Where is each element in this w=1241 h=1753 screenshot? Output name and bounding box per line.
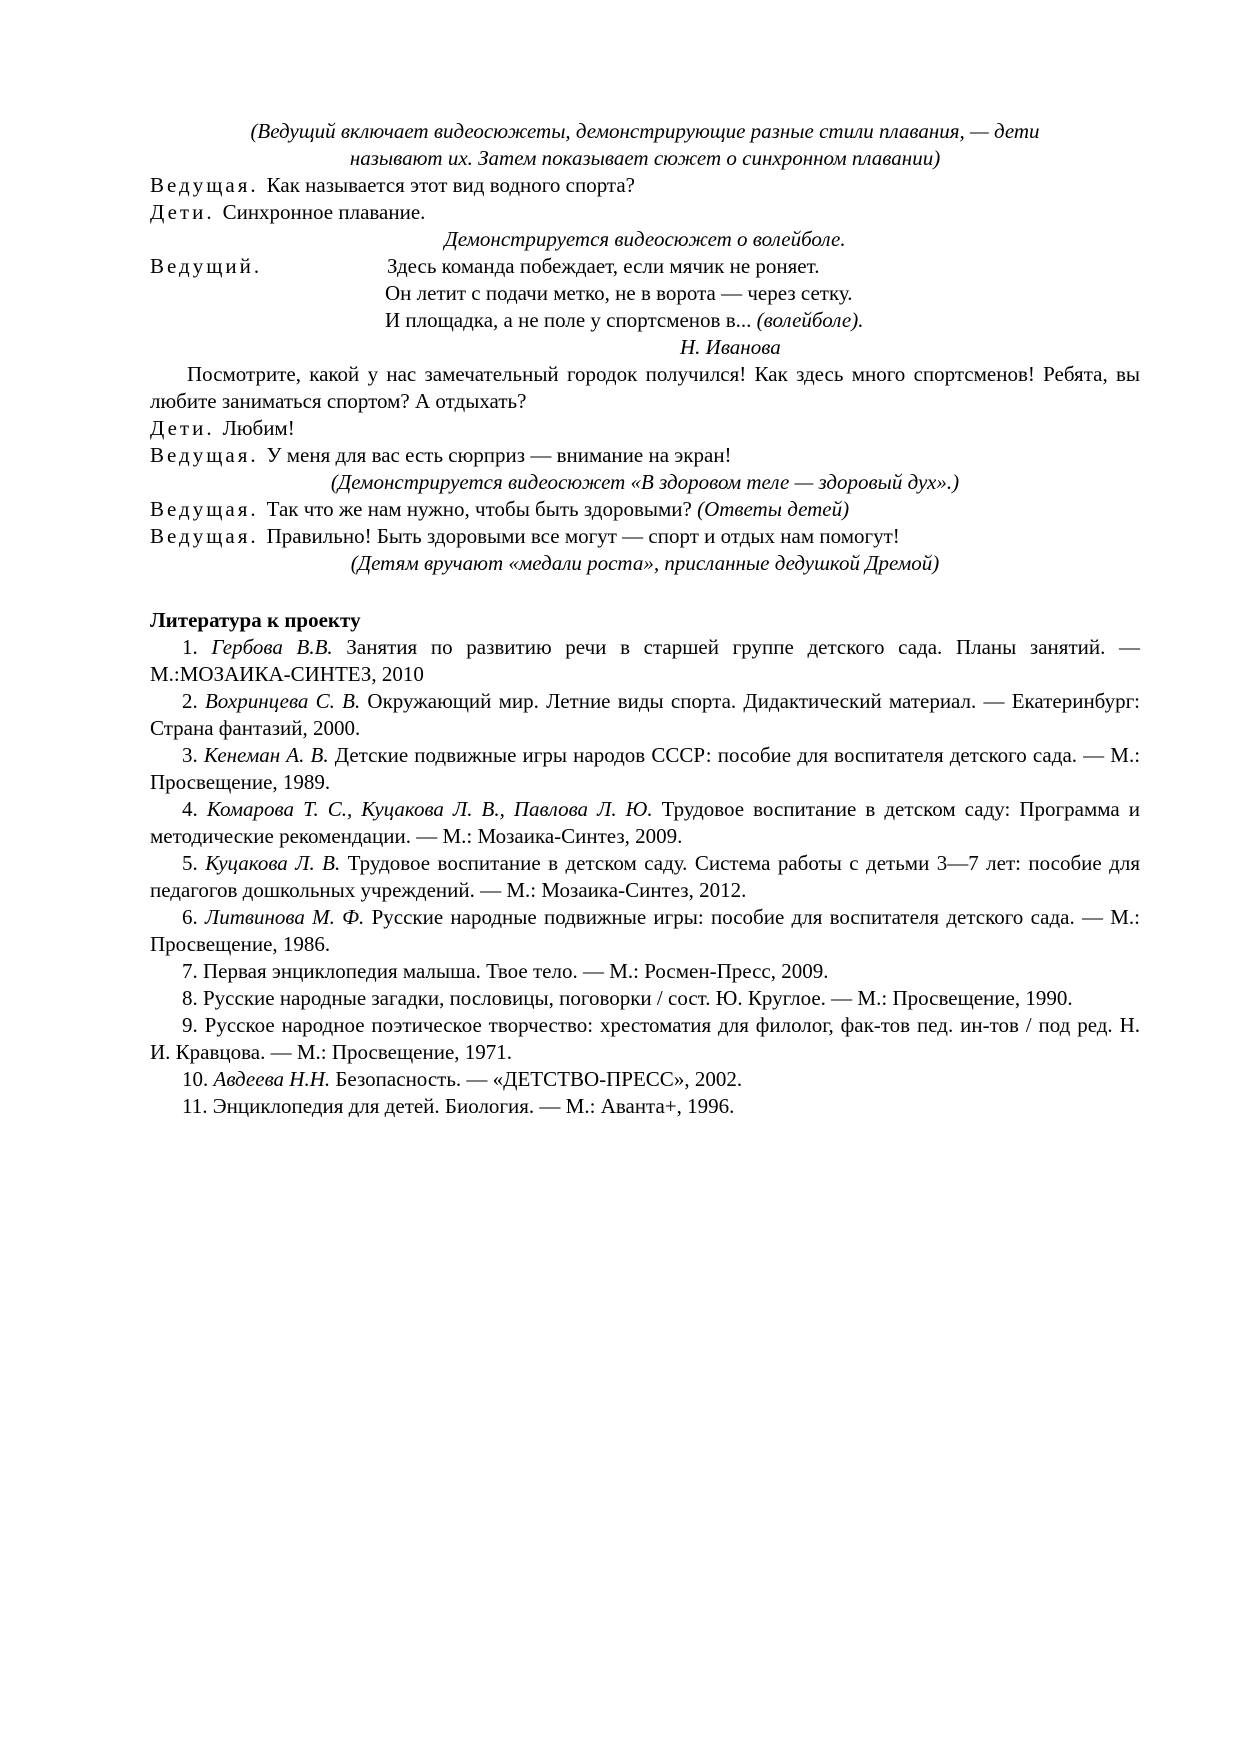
speaker: Ведущая. xyxy=(150,443,259,467)
dialogue-line xyxy=(150,496,1140,523)
dialogue-text: Так что же нам нужно, чтобы быть здоровыми? xyxy=(266,497,692,521)
poem xyxy=(150,253,1140,361)
dialogue-line xyxy=(150,415,1140,442)
bibliography-item: 11. Энциклопедия для детей. Биология. — М.: Аванта+, 1996. xyxy=(182,1094,735,1118)
bibliography-item: 4. Комарова Т. С., Куцакова Л. В., Павлова Л. Ю. Трудовое воспитание в детском саду: Программа и методические рекомендации. — М.: Мозаика-Синтез, 2009. xyxy=(150,797,1141,848)
stage-direction: Демонстрируется видеосюжет о волейболе. xyxy=(444,227,846,251)
bibliography-item: 9. Русское народное поэтическое творчество: хрестоматия для филолог, фак-тов пед. ин-тов / под ред. Н. И. Кравцова. — М.: Просвещение, 1971. xyxy=(150,1013,1140,1064)
bib-text: Первая энциклопедия малыша. Твое тело. — М.: Росмен-Пресс, 2009. xyxy=(203,959,829,983)
paragraph: Посмотрите, какой у нас замечательный городок получился! Как здесь много спортсменов! Ребята, вы любите заниматься спортом? А отдыхать? xyxy=(150,362,1140,413)
bib-author: Вохринцева С. В. xyxy=(204,689,361,713)
stage-direction: (Детям вручают «медали роста», присланные дедушкой Дремой) xyxy=(350,551,940,575)
bib-text: Трудовое воспитание в детском саду: Программа и методические рекомендации. — М.: Мозаика-Синтез, 2009. xyxy=(150,797,1141,848)
speaker: Ведущая. xyxy=(150,173,259,197)
bib-text: Русские народные подвижные игры: пособие для воспитателя детского сада. — М.: Просвещение, 1986. xyxy=(150,905,1140,956)
stage-direction: называют их. Затем показывает сюжет о синхронном плавании) xyxy=(349,146,941,170)
dialogue-text: Синхронное плавание. xyxy=(222,200,426,224)
bib-author: Комарова Т. С., Куцакова Л. В., Павлова Л. Ю. xyxy=(206,797,653,821)
dialogue-line xyxy=(150,199,1140,226)
bib-author: Куцакова Л. В. xyxy=(205,851,341,875)
bib-text: Русское народное поэтическое творчество: хрестоматия для филолог, фак-тов пед. ин-тов / под ред. Н. И. Кравцова. — М.: Просвещение, 1971. xyxy=(150,1013,1140,1064)
speaker: Ведущая. xyxy=(150,524,259,548)
speaker: Ведущая. xyxy=(150,497,259,521)
section-heading: Литература к проекту xyxy=(150,608,361,632)
bib-author: Гербова В.В. xyxy=(211,635,333,659)
stage-direction: (Ведущий включает видеосюжеты, демонстрирующие разные стили плавания, — дети xyxy=(250,119,1040,143)
bibliography-item: 2. Вохринцева С. В. Окружающий мир. Летние виды спорта. Дидактический материал. — Екатеринбург: Страна фантазий, 2000. xyxy=(150,689,1141,740)
poem-author: Н. Иванова xyxy=(680,335,781,359)
stage-direction: (Демонстрируется видеосюжет «В здоровом теле — здоровый дух».) xyxy=(330,470,960,494)
poem-line: И площадка, а не поле у спортсменов в... (волейболе). xyxy=(385,308,864,332)
bibliography-item: 5. Куцакова Л. В. Трудовое воспитание в детском саду. Система работы с детьми 3—7 лет: пособие для педагогов дошкольных учреждений. — М.: Мозаика-Синтез, 2012. xyxy=(150,851,1140,902)
bib-text: Детские подвижные игры народов СССР: пособие для воспитателя детского сада. — М.: Просвещение, 1989. xyxy=(150,743,1141,794)
bib-text: Безопасность. — «ДЕТСТВО-ПРЕСС», 2002. xyxy=(335,1067,743,1091)
bibliography-item: 1. Гербова В.В. Занятия по развитию речи в старшей группе детского сада. Планы занятий. — М.:МОЗАИКА-СИНТЕЗ, 2010 xyxy=(150,635,1141,686)
bibliography-item: 7. Первая энциклопедия малыша. Твое тело. — М.: Росмен-Пресс, 2009. xyxy=(182,959,829,983)
dialogue-text: У меня для вас есть сюрприз — внимание на экран! xyxy=(266,443,732,467)
poem-line: Здесь команда побеждает, если мячик не роняет. xyxy=(387,254,820,278)
bib-author: Литвинова М. Ф. xyxy=(205,905,365,929)
speaker: Ведущий. xyxy=(150,254,263,278)
bibliography-item: 3. Кенеман А. В. Детские подвижные игры народов СССР: пособие для воспитателя детского сада. — М.: Просвещение, 1989. xyxy=(150,743,1141,794)
speaker: Дети. xyxy=(150,200,215,224)
dialogue-line xyxy=(150,442,1140,469)
bib-text: Трудовое воспитание в детском саду. Система работы с детьми 3—7 лет: пособие для педагогов дошкольных учреждений. — М.: Мозаика-Синтез, 2012. xyxy=(150,851,1140,902)
bibliography-list xyxy=(150,634,1140,1120)
bibliography-item: 10. Авдеева Н.Н. Безопасность. — «ДЕТСТВО-ПРЕСС», 2002. xyxy=(182,1067,743,1091)
bib-text: Окружающий мир. Летние виды спорта. Дидактический материал. — Екатеринбург: Страна фантазий, 2000. xyxy=(150,689,1141,740)
dialogue-line xyxy=(150,523,1140,550)
bib-text: Русские народные загадки, пословицы, поговорки / сост. Ю. Круглое. — М.: Просвещение, 1990. xyxy=(203,986,1073,1010)
stage-note: (Ответы детей) xyxy=(697,497,850,521)
speaker: Дети. xyxy=(150,416,215,440)
dialogue-line xyxy=(150,172,1140,199)
dialogue-text: Правильно! Быть здоровыми все могут — спорт и отдых нам помогут! xyxy=(266,524,900,548)
dialogue-text: Любим! xyxy=(222,416,295,440)
bib-text: Занятия по развитию речи в старшей группе детского сада. Планы занятий. — М.:МОЗАИКА-СИНТЕЗ, 2010 xyxy=(150,635,1141,686)
bibliography-item: 8. Русские народные загадки, пословицы, поговорки / сост. Ю. Круглое. — М.: Просвещение, 1990. xyxy=(182,986,1073,1010)
bib-text: Энциклопедия для детей. Биология. — М.: Аванта+, 1996. xyxy=(212,1094,735,1118)
poem-line: Он летит с подачи метко, не в ворота — через сетку. xyxy=(385,281,853,305)
bib-author: Авдеева Н.Н. xyxy=(213,1067,331,1091)
page-content xyxy=(150,118,1140,1120)
bibliography-item: 6. Литвинова М. Ф. Русские народные подвижные игры: пособие для воспитателя детского сада. — М.: Просвещение, 1986. xyxy=(150,905,1140,956)
poem-answer: (волейболе). xyxy=(756,308,864,332)
bib-author: Кенеман А. В. xyxy=(203,743,329,767)
dialogue-text: Как называется этот вид водного спорта? xyxy=(266,173,635,197)
